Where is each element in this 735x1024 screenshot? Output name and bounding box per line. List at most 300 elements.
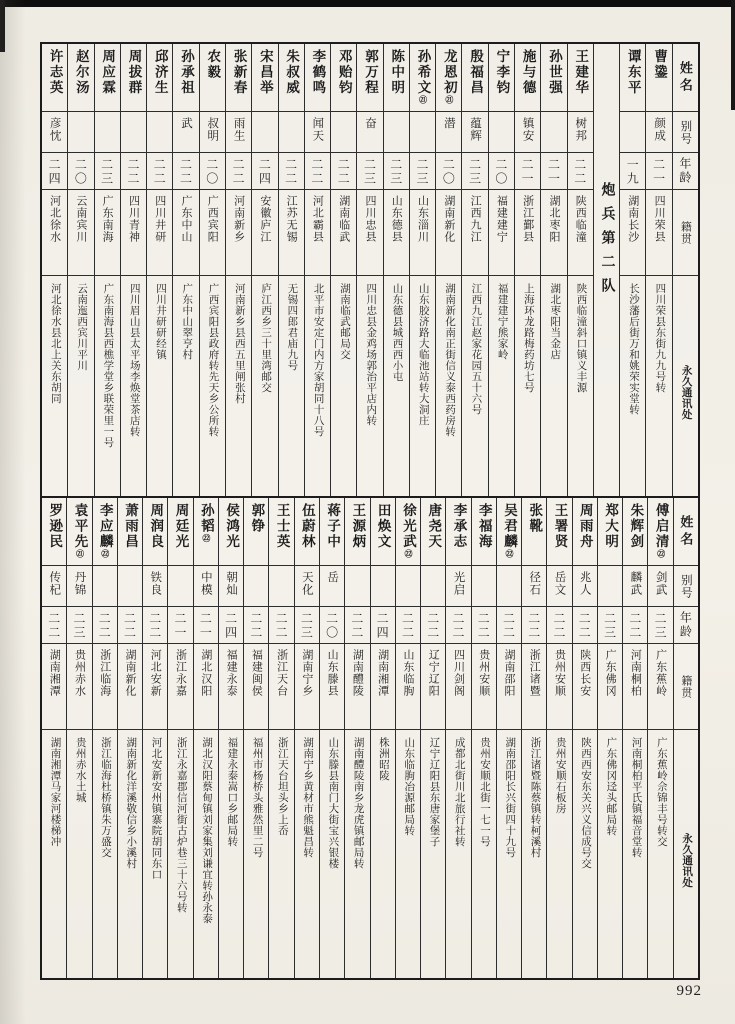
entry-native-text: 广东蕉岭 (654, 649, 667, 697)
entry-alias-cell (194, 566, 218, 607)
entry-age-cell (547, 607, 571, 644)
entry-alias-text: 麟武 (629, 571, 642, 596)
entry-name-text: 李承志 (451, 503, 467, 550)
entry-name-cell (295, 498, 319, 566)
column-headers (673, 498, 698, 978)
entry-address-cell (95, 276, 120, 496)
entry-name-text: 王建华 (573, 49, 589, 96)
entry-name-cell (173, 44, 198, 112)
entry-native-cell (194, 644, 218, 730)
entry-address-cell (168, 730, 192, 978)
entry-name-text: 曹鍌 (652, 49, 668, 80)
entry-address-cell (371, 730, 395, 978)
entry-age-cell (646, 153, 671, 190)
entry-native-cell (331, 190, 356, 276)
entry-column (278, 44, 304, 496)
entry-native-text: 江苏无锡 (285, 195, 298, 243)
entry-name-cell (646, 44, 671, 112)
entry-address-cell (269, 730, 293, 978)
entry-age-cell (648, 607, 672, 644)
entry-address-cell (522, 730, 546, 978)
entry-address-cell (93, 730, 117, 978)
entry-name-cell (421, 498, 445, 566)
entry-column (225, 44, 251, 496)
entry-address-text: 河北安新安州镇寨院胡同东口 (150, 737, 162, 880)
scan-edge-top (0, 0, 735, 7)
entry-native-text: 四川井研 (153, 195, 166, 243)
entry-native-text: 山东滕县 (326, 649, 339, 697)
entry-age-text: 二二 (450, 612, 465, 640)
entry-column (420, 498, 445, 978)
entry-age-cell (515, 153, 540, 190)
entry-native-text: 浙江诸暨 (528, 649, 541, 697)
entry-address-text: 陕西临潼斜口镇义丰源 (575, 283, 587, 393)
entry-native-text: 湖南临武 (337, 195, 350, 243)
entry-address-text: 山东滕县南门大街宝兴银楼 (327, 737, 339, 869)
entry-age-text: 二二 (248, 612, 263, 640)
entry-column (370, 498, 395, 978)
entry-column (319, 498, 344, 978)
entry-age-cell (305, 153, 330, 190)
squad-title: 炮兵第二队 (599, 182, 615, 302)
entry-column (218, 498, 243, 978)
entry-alias-cell (446, 566, 470, 607)
header-name-text: 姓名 (677, 60, 693, 95)
scan-edge-right (731, 0, 735, 110)
entry-address-text: 成都北街川北旅行社转 (453, 737, 465, 847)
entry-address-text: 湖南宁乡黄材市熊魁昌转 (302, 737, 314, 858)
entry-alias-cell (143, 566, 167, 607)
entry-alias-cell (421, 566, 445, 607)
annotation-mark: ㉑ (75, 549, 85, 558)
entry-name-cell (93, 498, 117, 566)
entry-address-cell (598, 730, 622, 978)
entry-address-text: 湖北汉阳蔡甸镇刘家集刘谦宜转孙永泰 (201, 737, 213, 924)
entry-alias-text: 丹锦 (73, 571, 86, 596)
entry-name-text: 侯鸿光 (224, 503, 240, 550)
entry-alias-text: 彦忱 (48, 117, 61, 142)
entry-name-cell (143, 498, 167, 566)
entry-column (66, 498, 91, 978)
entry-address-cell (42, 276, 67, 496)
entry-name-cell (194, 498, 218, 566)
entry-age-text: 二二 (627, 612, 642, 640)
entry-address-text: 云南迤西宾川平川 (76, 283, 88, 371)
entry-column (496, 498, 521, 978)
entry-alias-text: 光启 (452, 571, 465, 596)
entry-address-cell (489, 276, 514, 496)
entry-alias-cell (147, 112, 172, 153)
entry-age-text: 二一 (198, 612, 213, 640)
entry-address-cell (541, 276, 566, 496)
entry-address-text: 无锡四郎君庙九号 (286, 283, 298, 371)
entry-address-cell (226, 276, 251, 496)
entry-native-text: 广西宾阳 (206, 195, 219, 243)
entry-name-text: 周润良 (148, 503, 164, 550)
roster-table (40, 42, 700, 980)
entry-address-text: 湖南醴陵南乡龙虎镇邮局转 (352, 737, 364, 869)
entry-column (243, 498, 268, 978)
entry-column (514, 44, 540, 496)
entry-alias-cell (648, 566, 672, 607)
entry-native-text: 辽宁辽阳 (427, 649, 440, 697)
entry-address-cell (143, 730, 167, 978)
entry-native-cell (396, 644, 420, 730)
entry-address-cell (396, 730, 420, 978)
entry-name-cell (472, 498, 496, 566)
entry-alias-cell (331, 112, 356, 153)
entry-address-text: 四川忠县金鸡场郭治平店内转 (365, 283, 377, 426)
entry-name-text: 萧雨昌 (123, 503, 139, 550)
entry-address-text: 山东胶济路大临池站转大洞庄 (417, 283, 429, 426)
entry-native-cell (547, 644, 571, 730)
header-age-cell (674, 607, 698, 644)
entry-column (42, 498, 66, 978)
entry-address-cell (568, 276, 593, 496)
entry-address-text: 浙江永嘉郡信河街古炉巷三十六号转 (175, 737, 187, 913)
entry-address-text: 广东佛冈迳头邮局转 (605, 737, 617, 836)
entry-age-cell (541, 153, 566, 190)
entry-column (546, 498, 571, 978)
entry-address-text: 陕西西安东关兴义信成号交 (580, 737, 592, 869)
entry-address-cell (421, 730, 445, 978)
entry-native-cell (462, 190, 487, 276)
entry-native-cell (295, 644, 319, 730)
entry-name-text: 宋昌举 (257, 49, 273, 96)
entry-native-cell (200, 190, 225, 276)
annotation-mark: ㉒ (201, 534, 211, 542)
entry-age-text: 二一 (520, 158, 535, 186)
entry-age-cell (320, 607, 344, 644)
entry-address-text: 贵州赤水土城 (74, 737, 86, 803)
entry-age-text: 二二 (231, 158, 246, 186)
entry-name-text: 孙希文㉑ (415, 49, 431, 104)
entry-native-cell (446, 644, 470, 730)
entry-address-cell (200, 276, 225, 496)
entry-age-cell (446, 607, 470, 644)
entry-age-cell (410, 153, 435, 190)
entry-age-cell (143, 607, 167, 644)
entry-age-text: 二三 (653, 612, 668, 640)
entry-age-cell (436, 153, 461, 190)
entry-name-cell (305, 44, 330, 112)
entry-native-text: 浙江鄞县 (521, 195, 534, 243)
entry-native-cell (147, 190, 172, 276)
entry-age-text: 二三 (362, 158, 377, 186)
entry-age-text: 二四 (223, 612, 238, 640)
entry-age-text: 二二 (577, 612, 592, 640)
entry-name-cell (269, 498, 293, 566)
entry-address-text: 四川眉山县太平场李焕堂茶店转 (128, 283, 140, 437)
entry-age-text: 二三 (602, 612, 617, 640)
entry-name-text: 王署贤 (552, 503, 568, 550)
entry-alias-text: 中模 (199, 571, 212, 596)
entry-address-cell (436, 276, 461, 496)
entry-column (294, 498, 319, 978)
entry-name-cell (168, 498, 192, 566)
entry-age-cell (489, 153, 514, 190)
header-alias-text: 别号 (679, 573, 692, 599)
entry-address-cell (305, 276, 330, 496)
entry-age-cell (331, 153, 356, 190)
entry-name-cell (147, 44, 172, 112)
entry-column (67, 44, 93, 496)
entry-age-cell (42, 607, 66, 644)
roster-section-top (42, 44, 698, 498)
column-headers (672, 44, 698, 496)
entry-column (645, 44, 671, 496)
entry-native-cell (410, 190, 435, 276)
entry-name-text: 吴君麟㉒ (502, 503, 517, 558)
entry-address-cell (147, 276, 172, 496)
entry-alias-text: 铁良 (149, 571, 162, 596)
entry-native-cell (421, 644, 445, 730)
entry-address-cell (515, 276, 540, 496)
entry-name-cell (522, 498, 546, 566)
entry-address-cell (345, 730, 369, 978)
entry-age-cell (371, 607, 395, 644)
entry-column (167, 498, 192, 978)
entry-name-cell (436, 44, 461, 112)
entry-name-text: 宁李钧 (494, 49, 510, 96)
entry-column (344, 498, 369, 978)
entry-age-cell (200, 153, 225, 190)
entry-alias-text: 兆人 (578, 571, 591, 596)
entry-address-text: 株洲昭陵 (377, 737, 389, 781)
entry-name-cell (200, 44, 225, 112)
scan-gutter-shadow (0, 0, 26, 1024)
entry-alias-cell (345, 566, 369, 607)
entry-name-text: 周廷光 (173, 503, 189, 550)
entry-alias-cell (541, 112, 566, 153)
entry-name-text: 农毅 (205, 49, 221, 80)
entry-native-text: 湖南长沙 (626, 195, 639, 243)
entry-name-text: 谭东平 (625, 49, 641, 96)
entry-name-cell (320, 498, 344, 566)
entry-address-cell (497, 730, 521, 978)
entry-native-text: 四川荣县 (653, 195, 666, 243)
entry-alias-cell (121, 112, 146, 153)
entry-name-cell (497, 498, 521, 566)
entry-native-cell (95, 190, 120, 276)
entry-native-cell (384, 190, 409, 276)
entry-age-cell (497, 607, 521, 644)
entry-native-text: 河北安新 (149, 649, 162, 697)
entry-column (409, 44, 435, 496)
entry-name-cell (219, 498, 243, 566)
entry-name-cell (68, 44, 93, 112)
entry-address-cell (573, 730, 597, 978)
header-native-text: 籍贯 (679, 220, 692, 245)
entry-alias-text: 朝灿 (225, 571, 238, 596)
entry-column (471, 498, 496, 978)
entry-name-text: 伍蔚林 (299, 503, 315, 550)
entry-native-cell (345, 644, 369, 730)
entry-age-cell (252, 153, 277, 190)
entry-native-cell (168, 644, 192, 730)
entry-native-text: 福建闽侯 (250, 649, 263, 697)
entry-alias-cell (515, 112, 540, 153)
entry-native-text: 广东中山 (180, 195, 193, 243)
entry-name-text: 周拔群 (126, 49, 142, 96)
entry-address-cell (384, 276, 409, 496)
entry-address-text: 浙江天台坦头乡上岙 (276, 737, 288, 836)
entry-address-cell (446, 730, 470, 978)
entry-age-text: 二二 (178, 158, 193, 186)
entry-native-text: 浙江临海 (98, 649, 111, 697)
entry-alias-cell (568, 112, 593, 153)
entry-column (117, 498, 142, 978)
entry-age-cell (295, 607, 319, 644)
entry-native-cell (472, 644, 496, 730)
entry-address-cell (252, 276, 277, 496)
entry-age-cell (345, 607, 369, 644)
entry-name-text: 李鹤鸣 (310, 49, 326, 96)
entry-address-text: 广东蕉岭佘锦丰号转交 (655, 737, 667, 847)
entry-name-cell (42, 498, 66, 566)
entry-native-cell (305, 190, 330, 276)
entry-native-cell (515, 190, 540, 276)
entry-name-cell (42, 44, 67, 112)
entry-age-text: 二二 (526, 612, 541, 640)
entry-native-cell (320, 644, 344, 730)
entry-native-text: 陕西长安 (578, 649, 591, 697)
entry-native-text: 湖北枣阳 (547, 195, 560, 243)
entry-native-cell (143, 644, 167, 730)
entry-native-text: 湖南新化 (442, 195, 455, 243)
entry-name-cell (95, 44, 120, 112)
entry-native-cell (620, 190, 645, 276)
entry-age-cell (384, 153, 409, 190)
header-age-text: 年龄 (678, 611, 693, 639)
entry-address-cell (67, 730, 91, 978)
entry-alias-cell (573, 566, 597, 607)
entry-age-cell (67, 607, 91, 644)
entry-native-text: 安徽庐江 (258, 195, 271, 243)
page-number: 992 (676, 983, 702, 999)
entry-age-text: 二三 (415, 158, 430, 186)
entry-alias-cell (410, 112, 435, 153)
entry-native-text: 浙江永嘉 (174, 649, 187, 697)
entry-age-cell (194, 607, 218, 644)
entry-native-cell (279, 190, 304, 276)
entry-alias-cell (67, 566, 91, 607)
entry-address-cell (620, 276, 645, 496)
entry-native-cell (226, 190, 251, 276)
entry-address-cell (623, 730, 647, 978)
entry-name-cell (279, 44, 304, 112)
entry-age-cell (472, 607, 496, 644)
entry-alias-cell (95, 112, 120, 153)
entry-address-text: 河北徐水县北上关东胡同 (49, 283, 61, 404)
header-name-cell (673, 44, 698, 112)
entry-name-cell (67, 498, 91, 566)
entry-age-text: 二二 (46, 612, 61, 640)
header-native-text: 籍贯 (679, 674, 692, 699)
entry-native-cell (118, 644, 142, 730)
entry-alias-text: 潜 (442, 117, 455, 130)
annotation-mark: ㉒ (656, 549, 666, 558)
entry-address-text: 湖南新化洋溪敬信乡小溪村 (125, 737, 137, 869)
entry-address-text: 上海环龙路梅药坊七号 (522, 283, 534, 393)
entry-native-text: 湖南宁乡 (300, 649, 313, 697)
entry-age-cell (573, 607, 597, 644)
entry-alias-text: 岳文 (553, 571, 566, 596)
entry-address-cell (646, 276, 671, 496)
entry-alias-text: 树邦 (574, 117, 587, 142)
entry-address-text: 山东临朐冶源邮局转 (403, 737, 415, 836)
entry-native-cell (623, 644, 647, 730)
entry-column (356, 44, 382, 496)
entry-name-text: 周雨舟 (577, 503, 593, 550)
entry-alias-cell (173, 112, 198, 153)
entry-age-text: 二二 (501, 612, 516, 640)
entry-name-text: 陈中明 (389, 49, 405, 96)
entry-native-text: 陕西临潼 (574, 195, 587, 243)
entry-age-cell (219, 607, 243, 644)
entry-age-cell (396, 607, 420, 644)
entry-name-cell (573, 498, 597, 566)
entry-address-text: 福建建宁熊家岭 (496, 283, 508, 360)
entry-alias-cell (620, 112, 645, 153)
entry-address-text: 北平市安定门内方家胡同十八号 (312, 283, 324, 437)
entry-native-text: 湖南新化 (124, 649, 137, 697)
entry-column (193, 498, 218, 978)
entry-name-text: 蒋子中 (325, 503, 341, 550)
entry-age-text: 一九 (625, 158, 640, 186)
entry-column (251, 44, 277, 496)
entry-alias-cell (42, 566, 66, 607)
entry-alias-text: 天化 (300, 571, 313, 596)
entry-name-text: 邱济生 (152, 49, 168, 96)
entry-native-cell (67, 644, 91, 730)
entry-name-text: 周应霖 (100, 49, 116, 96)
entry-name-cell (384, 44, 409, 112)
entry-age-cell (168, 607, 192, 644)
entry-alias-cell (68, 112, 93, 153)
entry-column (622, 498, 647, 978)
entry-alias-cell (384, 112, 409, 153)
entry-native-text: 湖南醴陵 (351, 649, 364, 697)
entry-native-cell (269, 644, 293, 730)
entry-age-text: 二〇 (73, 158, 88, 186)
entry-native-cell (244, 644, 268, 730)
entry-name-text: 李福海 (476, 503, 492, 550)
entry-address-text: 山东德县城西西小屯 (391, 283, 403, 382)
roster-section-bottom (42, 498, 698, 978)
entry-name-text: 李应麟㉒ (97, 503, 113, 558)
entry-name-text: 王源炳 (350, 503, 366, 550)
entry-column (572, 498, 597, 978)
entry-age-cell (462, 153, 487, 190)
entry-name-text: 王士英 (274, 503, 290, 550)
header-name-cell (674, 498, 698, 566)
entry-age-cell (522, 607, 546, 644)
entry-native-text: 广东佛冈 (604, 649, 617, 697)
entry-age-text: 二二 (476, 612, 491, 640)
entry-column (540, 44, 566, 496)
entry-address-cell (219, 730, 243, 978)
entry-column (619, 44, 645, 496)
entry-age-text: 二二 (125, 158, 140, 186)
entry-column (488, 44, 514, 496)
entry-native-text: 河南桐柏 (629, 649, 642, 697)
entry-address-cell (462, 276, 487, 496)
entry-age-cell (568, 153, 593, 190)
entry-alias-text: 蕴辉 (469, 117, 482, 142)
entry-address-cell (121, 276, 146, 496)
entry-native-cell (541, 190, 566, 276)
